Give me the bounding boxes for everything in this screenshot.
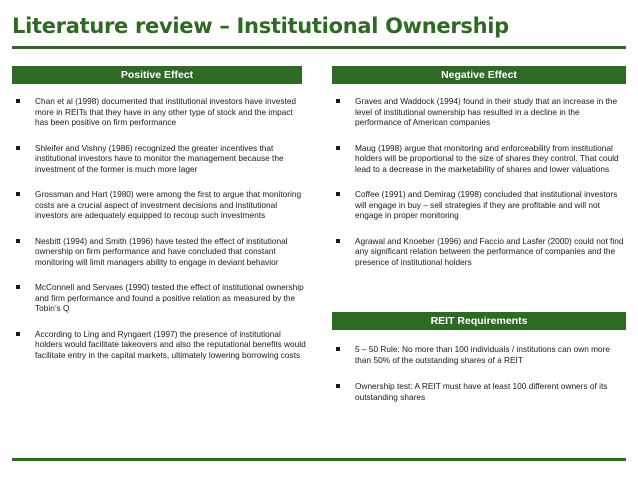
list-item: Agrawal and Knoeber (1996) and Faccio and Lasfer (2000) could not find any significant relation between the performance of companies and the presence of institutional holders (336, 236, 626, 268)
square-bullet-icon (16, 192, 20, 196)
negative-effect-list (336, 96, 626, 282)
list-item: Shleifer and Vishny (1986) recognized the greater incentives that institutional investors have to monitor the management because the investment of the former is much more lager (16, 143, 306, 175)
list-item: Coffee (1991) and Demirag (1998) concluded that institutional investors will engage in buy – sell strategies if they are profitable and will not engage in proper monitoring (336, 189, 626, 221)
reit-requirements-list (336, 344, 626, 418)
square-bullet-icon (16, 332, 20, 336)
list-item: Graves and Waddock (1994) found in their study that an increase in the level of institutional ownership has resulted in a decline in the performance of American companies (336, 96, 626, 128)
title-divider (12, 46, 626, 49)
square-bullet-icon (16, 239, 20, 243)
footer-divider (12, 458, 626, 461)
list-item: Ownership test: A REIT must have at least 100 different owners of its outstanding shares (336, 381, 626, 402)
square-bullet-icon (336, 146, 340, 150)
square-bullet-icon (336, 384, 340, 388)
slide-title: Literature review – Institutional Ownership (12, 14, 509, 38)
square-bullet-icon (16, 285, 20, 289)
negative-effect-header: Negative Effect (332, 66, 626, 84)
list-item: Chan et al (1998) documented that institutional investors have invested more in REITs that they have in any other type of stock and the impact has been positive on firm performance (16, 96, 306, 128)
square-bullet-icon (336, 192, 340, 196)
positive-effect-header: Positive Effect (12, 66, 302, 84)
reit-requirements-header: REIT Requirements (332, 312, 626, 330)
list-item: According to Ling and Ryngaert (1997) the presence of institutional holders would facilitate takeovers and also the reputational benefits would facilitate entry in the capital markets, ultimately lowering borrowing costs (16, 329, 306, 361)
list-item: 5 – 50 Rule: No more than 100 individuals / institutions can own more than 50% of the outstanding shares of a REIT (336, 344, 626, 365)
list-item: Nesbitt (1994) and Smith (1996) have tested the effect of institutional ownership on firm performance and have concluded that constant monitoring will limit managers ability to engage in deviant behavior (16, 236, 306, 268)
list-item: Maug (1998) argue that monitoring and enforceability from institutional holders will be proportional to the size of shares they control. That could lead to a decrease in the marketability of shares and lower valuations (336, 143, 626, 175)
square-bullet-icon (336, 347, 340, 351)
positive-effect-list (16, 96, 306, 375)
list-item: McConnell and Servaes (1990) tested the effect of institutional ownership and firm performance and found a positive relation as measured by the Tobin’s Q (16, 282, 306, 314)
list-item: Grossman and Hart (1980) were among the first to argue that monitoring costs are a crucial aspect of investment decisions and institutional investors are adequately equipped to recoup such investments (16, 189, 306, 221)
square-bullet-icon (16, 99, 20, 103)
square-bullet-icon (336, 99, 340, 103)
square-bullet-icon (16, 146, 20, 150)
square-bullet-icon (336, 239, 340, 243)
